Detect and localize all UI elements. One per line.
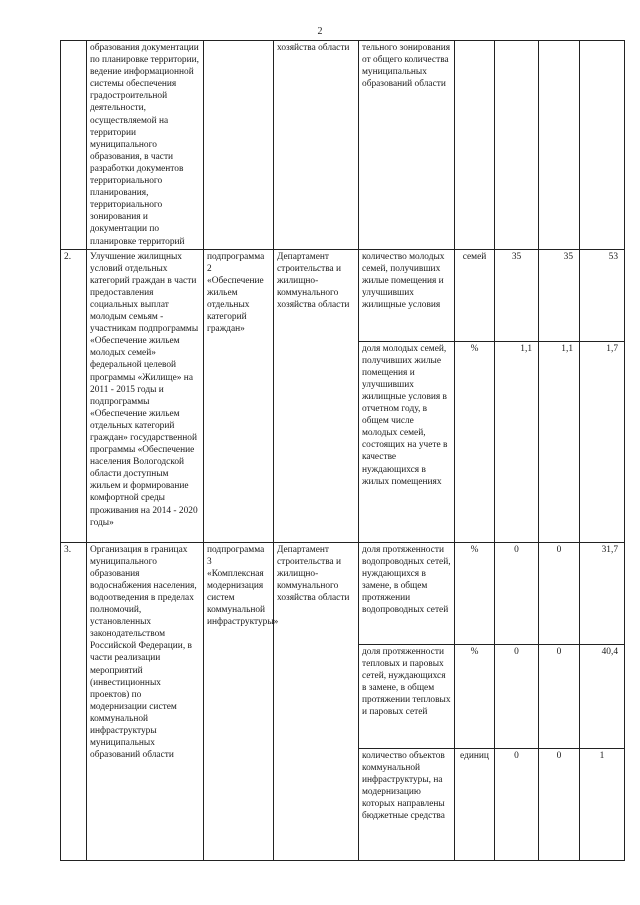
unit-cell: семей xyxy=(455,249,495,341)
unit-cell xyxy=(455,41,495,250)
indicator-cell: доля протяженности тепловых и паровых сетей, нуждающихся в замене, в общем протяжении тепловых и паровых сетей xyxy=(359,644,455,748)
program-indicators-table xyxy=(60,40,625,861)
indicator-cell: доля протяженности водопроводных сетей, нуждающихся в замене, в общем протяжении водопроводных сетей xyxy=(359,542,455,644)
indicator-cell: доля молодых семей, получивших жилые помещения и улучшивших жилищные условия в отчетном году, в общем числе молодых семей, состоящих на учете в качестве нуждающихся в жилых помещениях xyxy=(359,341,455,542)
value-cell: 0 xyxy=(495,542,539,644)
number-cell: 2. xyxy=(61,249,87,542)
value-cell: 1,1 xyxy=(495,341,539,542)
value-cell xyxy=(580,41,625,250)
value-cell: 1 xyxy=(580,748,625,860)
unit-cell: единиц xyxy=(455,748,495,860)
value-cell: 35 xyxy=(495,249,539,341)
indicator-cell: количество объектов коммунальной инфраструктуры, на модернизацию которых направлены бюджетные средства xyxy=(359,748,455,860)
value-cell: 31,7 xyxy=(580,542,625,644)
value-cell: 40,4 xyxy=(580,644,625,748)
executor-cell: хозяйства области xyxy=(274,41,359,250)
unit-cell: % xyxy=(455,341,495,542)
task-cell: Организация в границах муниципального образования водоснабжения населения, водоотведения в пределах полномочий, установленных законодательством Российской Федерации, в части реализации мероприятий (инвестиционных проектов) по модернизации систем коммунальной инфраструктуры муниципальных образований области xyxy=(87,542,204,860)
value-cell: 0 xyxy=(495,748,539,860)
value-cell: 1,1 xyxy=(539,341,580,542)
table-row xyxy=(61,41,625,250)
unit-cell: % xyxy=(455,542,495,644)
program-cell: подпрограмма 3 «Комплексная модернизация систем коммунальной инфраструктуры» xyxy=(204,542,274,860)
executor-cell: Департамент строительства и жилищно-коммунального хозяйства области xyxy=(274,249,359,542)
value-cell xyxy=(495,41,539,250)
program-cell: подпрограмма 2 «Обеспечение жильем отдельных категорий граждан» xyxy=(204,249,274,542)
table-row xyxy=(61,542,625,644)
executor-cell: Департамент строительства и жилищно-коммунального хозяйства области xyxy=(274,542,359,860)
number-cell xyxy=(61,41,87,250)
task-cell: Улучшение жилищных условий отдельных категорий граждан в части предоставления социальных выплат молодым семьям - участникам подпрограммы «Обеспечение жильем молодых семей» федеральной целевой программы «Жилище» на 2011 - 2015 годы и подпрограммы «Обеспечение жильем отдельных категорий граждан» государственной программы «Обеспечение населения Вологодской области доступным жильем и формирование комфортной среды проживания на 2014 - 2020 годы» xyxy=(87,249,204,542)
task-cell: образования документации по планировке территории, ведение информационной системы обеспечения градостроительной деятельности, осуществляемой на территории муниципального образования, в части разработки документов территориального планирования, территориального зонирования и документации по планировке территорий xyxy=(87,41,204,250)
page-number: 2 xyxy=(317,26,323,37)
value-cell xyxy=(539,41,580,250)
value-cell: 35 xyxy=(539,249,580,341)
value-cell: 0 xyxy=(539,644,580,748)
unit-cell: % xyxy=(455,644,495,748)
value-cell: 0 xyxy=(539,542,580,644)
value-cell: 0 xyxy=(539,748,580,860)
value-cell: 1,7 xyxy=(580,341,625,542)
number-cell: 3. xyxy=(61,542,87,860)
indicator-cell: тельного зонирования от общего количества муниципальных образований области xyxy=(359,41,455,250)
indicator-cell: количество молодых семей, получивших жилые помещения и улучшивших жилищные условия xyxy=(359,249,455,341)
program-cell xyxy=(204,41,274,250)
value-cell: 53 xyxy=(580,249,625,341)
value-cell: 0 xyxy=(495,644,539,748)
table-row xyxy=(61,249,625,341)
